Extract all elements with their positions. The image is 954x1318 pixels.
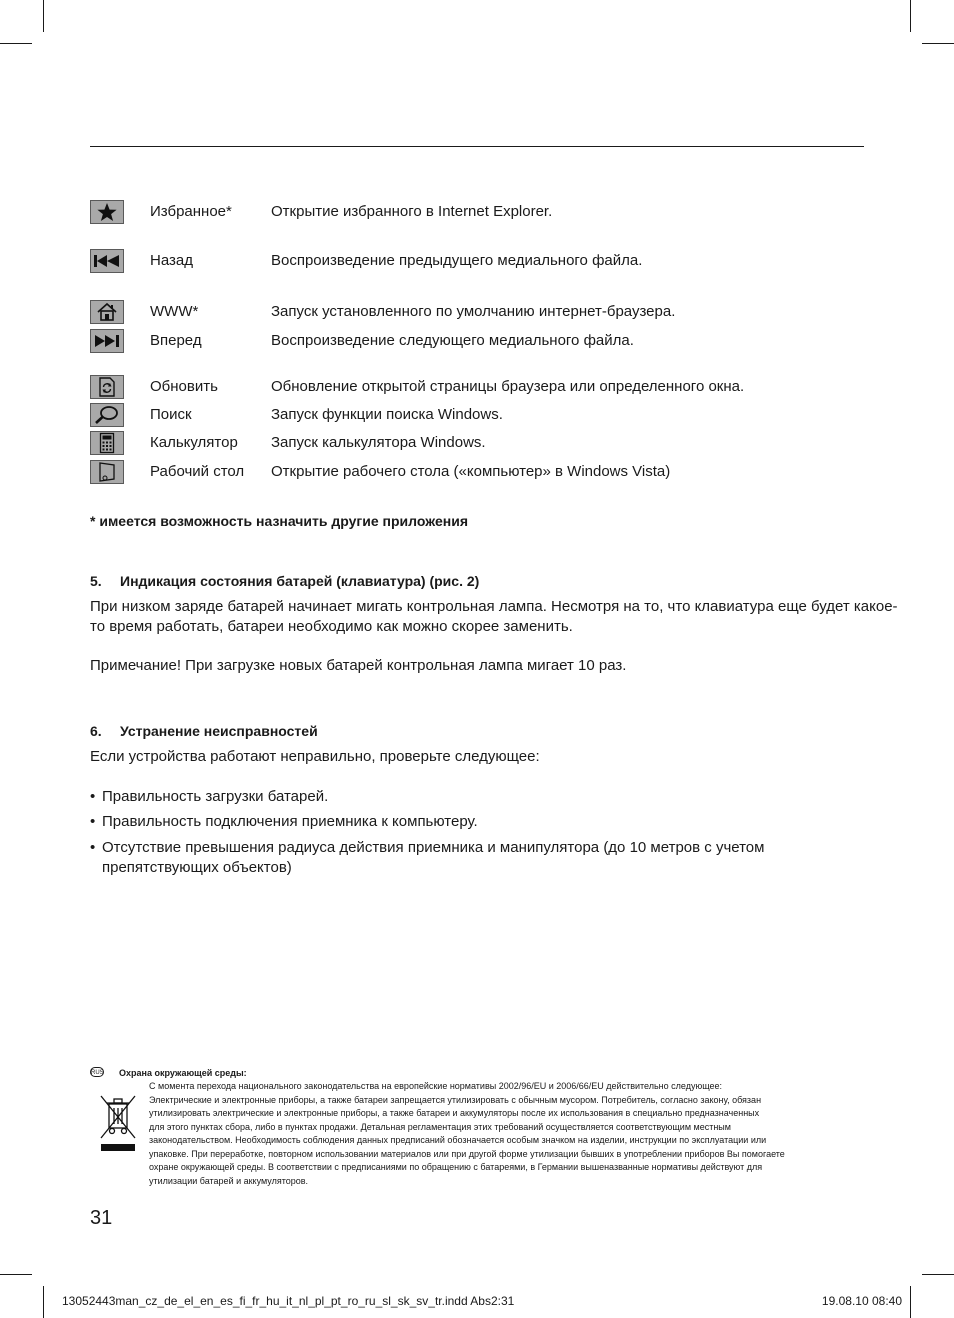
- footer-datetime: 19.08.10 08:40: [821, 1294, 902, 1308]
- function-name: Рабочий стол: [150, 463, 245, 480]
- environment-title: Охрана окружающей среды:: [119, 1068, 247, 1078]
- previous-track-icon: [90, 249, 124, 273]
- crop-mark: [43, 0, 44, 32]
- environment-text: [149, 1080, 785, 1188]
- page-number: 31: [90, 1207, 113, 1229]
- desktop-icon: [90, 460, 124, 484]
- function-name: Избранное*: [150, 203, 232, 220]
- section-5-heading: [90, 573, 479, 589]
- function-row-forward: [90, 329, 870, 355]
- function-row-favorites: [90, 200, 870, 226]
- function-name: Обновить: [150, 378, 218, 395]
- bullet-dot: •: [90, 839, 96, 856]
- section-5-paragraph-line: то время работать, батареи необходимо как можно скорее заменить.: [90, 618, 573, 635]
- environment-text-line: Электрические и электронные приборы, а также батареи запрещается утилизировать с обычным мусором. Потребитель, согласно закону, обязан: [149, 1094, 762, 1105]
- function-row-search: [90, 403, 870, 429]
- function-description: Воспроизведение предыдущего медиального файла.: [271, 252, 643, 269]
- crop-mark: [910, 0, 911, 32]
- calculator-icon: [90, 431, 124, 455]
- environment-text-line: утилизации батарей и аккумуляторов.: [149, 1175, 309, 1186]
- crossed-out-bin-icon: [98, 1094, 138, 1154]
- section-5-paragraph-line: При низком заряде батарей начинает мигать контрольная лампа. Несмотря на то, что клавиатура еще будет какое-: [90, 598, 898, 615]
- section-title: Устранение неисправностей: [120, 723, 318, 739]
- list-item-text: препятствующих объектов): [102, 859, 292, 876]
- crop-mark: [910, 1286, 911, 1318]
- function-row-desktop: [90, 460, 870, 486]
- list-item-text: Правильность подключения приемника к компьютеру.: [102, 813, 478, 830]
- environment-text-line: утилизировать электрические и электронные приборы, а также батареи и аккумуляторы после их использования в специально предназначенных: [149, 1108, 760, 1118]
- section-6-intro: Если устройства работают неправильно, проверьте следующее:: [90, 748, 540, 765]
- bullet-dot: •: [90, 813, 96, 830]
- function-name: Назад: [150, 252, 193, 269]
- crop-mark: [922, 1274, 954, 1275]
- footer-filename: 13052443man_cz_de_el_en_es_fi_fr_hu_it_nl_pl_pt_ro_ru_sl_sk_sv_tr.indd Abs2:31: [62, 1294, 515, 1308]
- refresh-icon: [90, 375, 124, 399]
- environment-text-line: для этого пунктах сбора, либо в пунктах продажи. Детальная регламентация этих требований осуществляется соответствующим местным: [149, 1121, 731, 1132]
- function-description: Запуск установленного по умолчанию интернет-браузера.: [271, 303, 676, 320]
- search-icon: [90, 403, 124, 427]
- section-number: 5.: [90, 573, 102, 589]
- environment-text-line: упаковке. При переработке, повторном использовании материалов или при другой форме утилизации бывших в употреблении приборов Вы помогаете: [149, 1148, 785, 1159]
- section-5-note: Примечание! При загрузке новых батарей контрольная лампа мигает 10 раз.: [90, 657, 627, 674]
- function-name: Вперед: [150, 332, 202, 349]
- bullet-dot: •: [90, 788, 96, 805]
- function-description: Открытие рабочего стола («компьютер» в Windows Vista): [271, 463, 671, 480]
- crop-mark: [43, 1286, 44, 1318]
- function-description: Открытие избранного в Internet Explorer.: [271, 203, 553, 220]
- crop-mark: [922, 43, 954, 44]
- function-row-www: [90, 300, 870, 326]
- environment-text-line: охране окружающей среды. В соответствии с предписаниями по обращению с батареями, в Германии вышеназванные нормативы действуют для: [149, 1162, 763, 1172]
- language-badge: RUS: [90, 1067, 104, 1077]
- function-row-refresh: [90, 375, 870, 401]
- function-name: WWW*: [150, 303, 199, 320]
- section-6-heading: [90, 723, 318, 739]
- function-name: Калькулятор: [150, 434, 238, 451]
- function-name: Поиск: [150, 406, 192, 423]
- next-track-icon: [90, 329, 124, 353]
- function-description: Воспроизведение следующего медиального файла.: [271, 332, 634, 349]
- footnote: * имеется возможность назначить другие приложения: [90, 513, 468, 529]
- section-number: 6.: [90, 723, 102, 739]
- star-icon: [90, 200, 124, 224]
- environment-text-line: законодательством. Необходимость соблюдения данных предписаний обозначается особым значком на изделии, инструкции по эксплуатации или: [149, 1135, 767, 1145]
- crop-mark: [0, 1274, 32, 1275]
- environment-text-line: С момента перехода национального законодательства на европейские нормативы 2002/96/EU и 2006/66/EU действительно следующее:: [149, 1081, 723, 1091]
- list-item-text: Правильность загрузки батарей.: [102, 788, 329, 805]
- list-item-text: Отсутствие превышения радиуса действия приемника и манипулятора (до 10 метров с учетом: [102, 839, 765, 856]
- crop-mark: [0, 43, 32, 44]
- function-description: Запуск функции поиска Windows.: [271, 406, 503, 423]
- section-title: Индикация состояния батарей (клавиатура) (рис. 2): [120, 573, 480, 589]
- header-rule: [90, 146, 864, 147]
- function-description: Запуск калькулятора Windows.: [271, 434, 486, 451]
- function-row-back: [90, 249, 870, 275]
- home-icon: [90, 300, 124, 324]
- function-row-calculator: [90, 431, 870, 457]
- function-description: Обновление открытой страницы браузера или определенного окна.: [271, 378, 745, 395]
